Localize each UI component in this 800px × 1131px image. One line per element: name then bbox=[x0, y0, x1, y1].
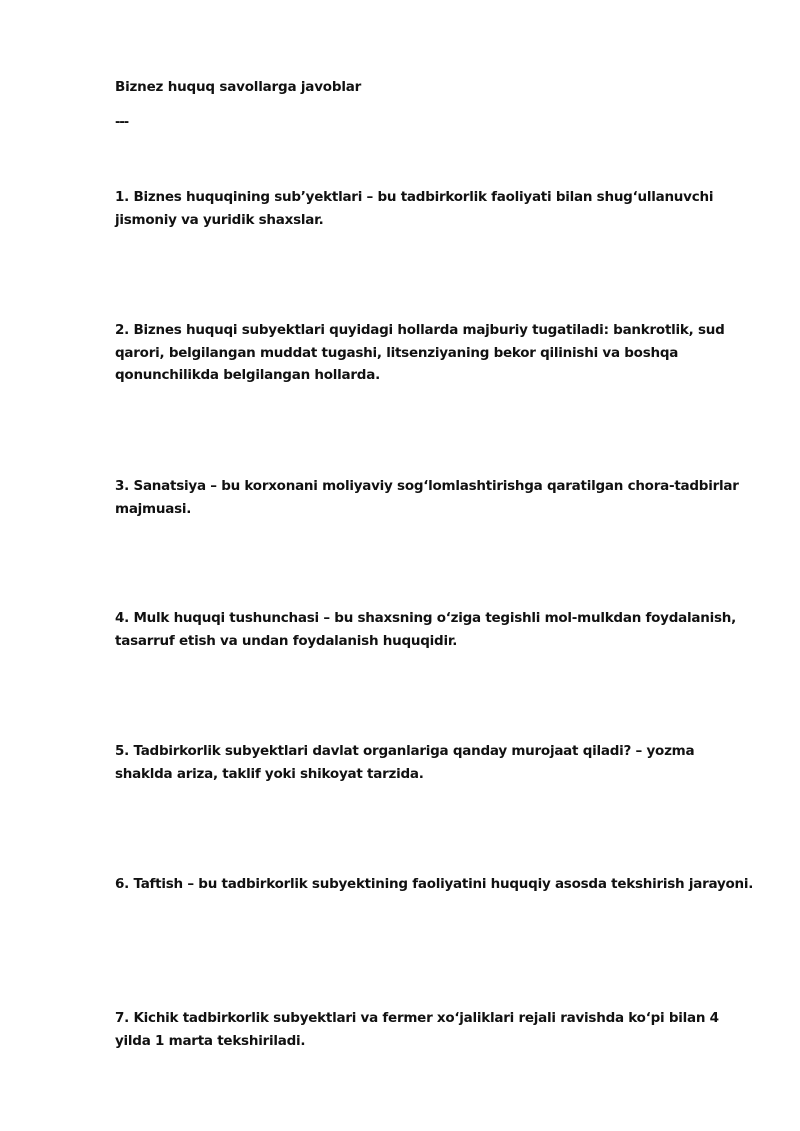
document-title: Biznez huquq savollarga javoblar bbox=[115, 79, 362, 95]
separator-line: --- bbox=[115, 115, 129, 130]
answer-item-1: 1. Biznes huquqining sub’yektlari – bu tadbirkorlik faoliyati bilan shug‘ullanuvchi jismoniy va yuridik shaxslar. bbox=[115, 189, 714, 228]
answer-item-7: 7. Kichik tadbirkorlik subyektlari va fermer xo‘jaliklari rejali ravishda ko‘pi bilan 4 yilda 1 marta tekshiriladi. bbox=[115, 1010, 719, 1049]
answer-item-3: 3. Sanatsiya – bu korxonani moliyaviy sog‘lomlashtirishga qaratilgan chora-tadbirlar majmuasi. bbox=[115, 478, 739, 517]
answer-item-5: 5. Tadbirkorlik subyektlari davlat organlariga qanday murojaat qiladi? – yozma shaklda ariza, taklif yoki shikoyat tarzida. bbox=[115, 743, 695, 782]
answer-item-4: 4. Mulk huquqi tushunchasi – bu shaxsning o‘ziga tegishli mol-mulkdan foydalanish, tasarruf etish va undan foydalanish huquqidir. bbox=[115, 610, 736, 649]
answer-item-2: 2. Biznes huquqi subyektlari quyidagi hollarda majburiy tugatiladi: bankrotlik, sud qarori, belgilangan muddat tugashi, litsenziyaning bekor qilinishi va boshqa qonunchilikda belgilangan hollarda. bbox=[115, 322, 725, 383]
answer-item-6: 6. Taftish – bu tadbirkorlik subyektining faoliyatini huquqiy asosda tekshirish jarayoni. bbox=[115, 876, 754, 892]
